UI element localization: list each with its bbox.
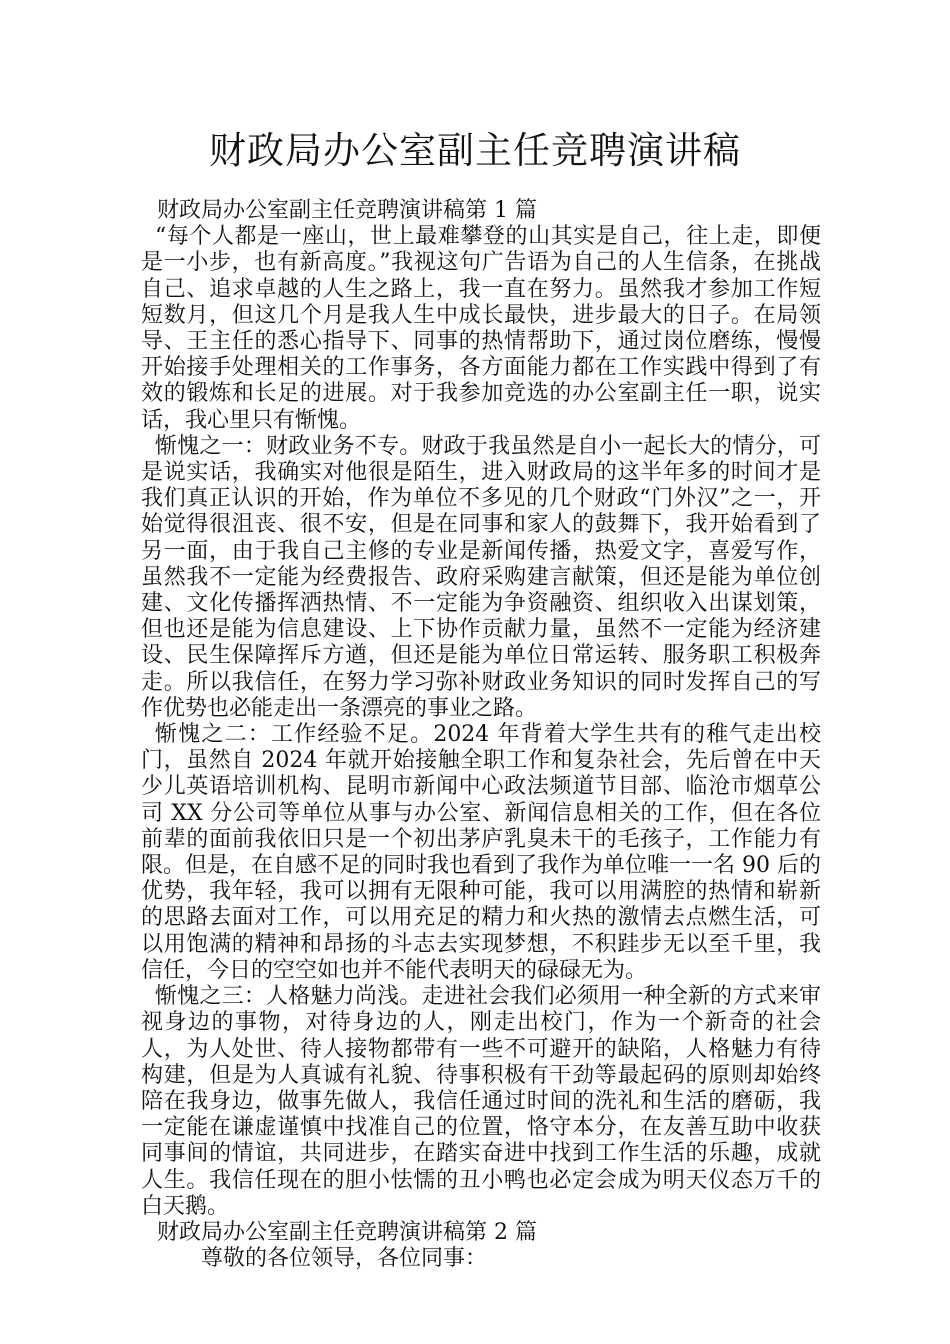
paragraph-shame-one: 惭愧之一：财政业务不专。财政于我虽然是自小一起长大的情分，可是说实话，我确实对他很是陌生，进入财政局的这半年多的时间才是我们真正认识的开始，作为单位不多见的几个财政“门外汉”之一，开始觉得很沮丧、很不安，但是在同事和家人的鼓舞下，我开始看到了另一面，由于我自己主修的专业是新闻传播，热爱文字，喜爱写作，虽然我不一定能为经费报告、政府采购建言献策，但还是能为单位创建、文化传播挥洒热情、不一定能为争资融资、组织收入出谋划策，但也还是能为信息建设、上下协作贡献力量，虽然不一定能为经济建设、民生保障挥斥方遒，但还是能为单位日常运转、服务职工积极奔走。所以我信任，在努力学习弥补财政业务知识的同时发挥自己的写作优势也必能走出一条漂亮的事业之路。	[141, 433, 821, 721]
paragraph-shame-two: 惭愧之二：工作经验不足。2024 年背着大学生共有的稚气走出校门，虽然自 2024 年就开始接触全职工作和复杂社会，先后曾在中天少儿英语培训机构、昆明市新闻中心政法频道节目部、临沧市烟草公司 XX 分公司等单位从事与办公室、新闻信息相关的工作，但在各位前辈的面前我依旧只是一个初出茅庐乳臭未干的毛孩子，工作能力有限。但是，在自感不足的同时我也看到了我作为单位唯一一名 90 后的优势，我年轻，我可以拥有无限种可能，我可以用满腔的热情和崭新的思路去面对工作，可以用充足的精力和火热的激情去点燃生活，可以用饱满的精神和昂扬的斗志去实现梦想，不积跬步无以至千里，我信任，今日的空空如也并不能代表明天的碌碌无为。	[141, 722, 821, 983]
document-body	[141, 198, 821, 1272]
greeting: 尊敬的各位领导，各位同事：	[201, 1246, 488, 1272]
section-2-heading: 财政局办公室副主任竞聘演讲稿第 2 篇	[157, 1219, 537, 1245]
section-1-heading: 财政局办公室副主任竞聘演讲稿第 1 篇	[157, 198, 537, 223]
paragraph-shame-three: 惭愧之三：人格魅力尚浅。走进社会我们必须用一种全新的方式来审视身边的事物，对待身边的人，刚走出校门，作为一个新奇的社会人，为人处世、待人接物都带有一些不可避开的缺陷，人格魅力有待构建，但是为人真诚有礼貌、待事积极有干劲等最起码的原则却始终陪在我身边，做事先做人，我信任通过时间的洗礼和生活的磨砺，我一定能在谦虚谨慎中找准自己的位置，恪守本分，在友善互助中收获同事间的情谊，共同进步，在踏实奋进中找到工作生活的乐趣，成就人生。我信任现在的胆小怯懦的丑小鸭也必定会成为明天仪态万千的白天鹅。	[141, 984, 821, 1219]
paragraph-intro: “每个人都是一座山，世上最难攀登的山其实是自己，往上走，即便是一小步，也有新高度。”我视这句广告语为自己的人生信条，在挑战自己、追求卓越的人生之路上，我一直在努力。虽然我才参加工作短短数月，但这几个月是我人生中成长最快，进步最大的日子。在局领导、王主任的悉心指导下、同事的热情帮助下，通过岗位磨练，慢慢开始接手处理相关的工作事务，各方面能力都在工作实践中得到了有效的锻炼和长足的进展。对于我参加竞选的办公室副主任一职，说实话，我心里只有惭愧。	[141, 224, 821, 433]
document-title: 财政局办公室副主任竞聘演讲稿	[209, 129, 741, 172]
